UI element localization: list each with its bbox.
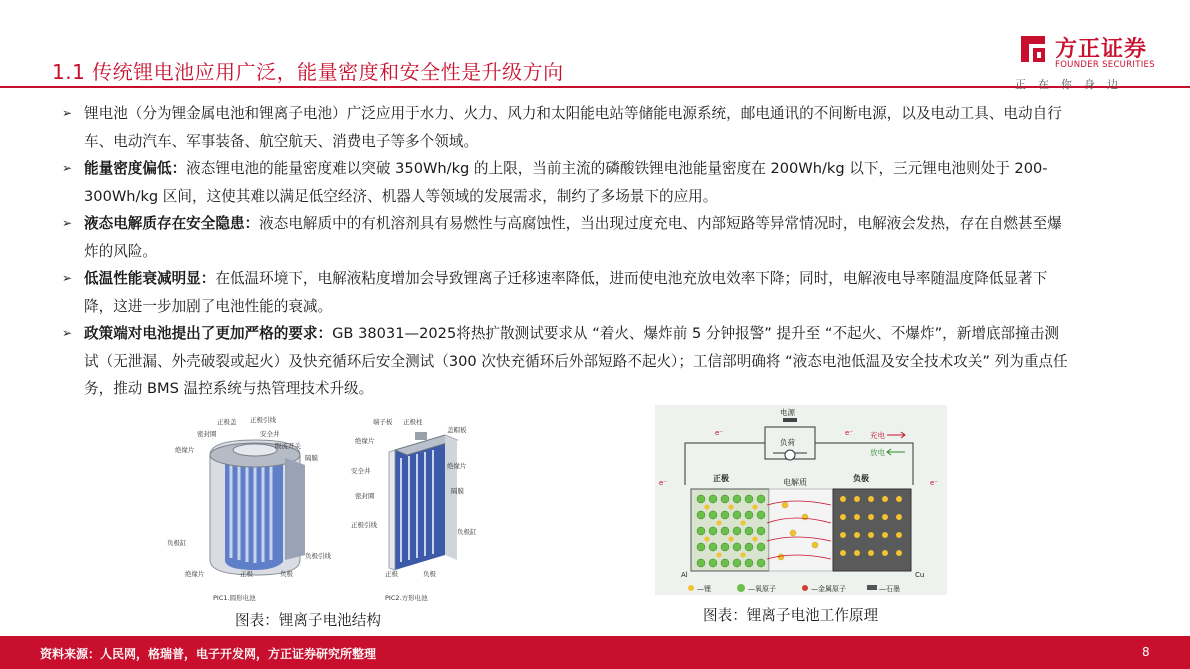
fig1-label: 绝缘片: [185, 570, 205, 578]
fig1-label: 负极缸: [457, 528, 477, 536]
legend-item: —锂: [697, 585, 711, 593]
bullet-arrow-icon: ➢: [62, 271, 73, 285]
fig1-label: 正极引线: [250, 416, 276, 424]
fig1-label: 安全井: [260, 430, 280, 438]
load-bulb-icon: [785, 450, 795, 460]
fig1-label: 正极柱: [403, 418, 423, 426]
fig1-label: 绝缘片: [355, 437, 375, 445]
bullet-arrow-icon: ➢: [62, 106, 73, 120]
founder-logo-icon: [1015, 32, 1049, 66]
legend-item: —氧原子: [748, 585, 776, 593]
logo-name-cn: 方正证券: [1055, 37, 1148, 62]
fig1-label: 正极盖: [217, 418, 237, 426]
power-label: 电源: [780, 408, 795, 417]
electron-label: e⁻: [659, 479, 668, 487]
fig1-label: 绝缘片: [175, 446, 195, 454]
load-label: 负荷: [780, 438, 795, 447]
footer-bar: [0, 636, 1190, 669]
electrolyte-label: 电解质: [783, 478, 807, 487]
cylindrical-battery-illustration: [210, 440, 305, 575]
bullet-item: [62, 155, 1072, 210]
fig1-sublabel: PIC2.方形电池: [385, 594, 428, 602]
figure2-caption: 图表：锂离子电池工作原理: [703, 607, 879, 624]
bullet-text: 在低温环境下，电解液粘度增加会导致锂离子迁移速率降低，进而使电池充放电效率下降；同时，电解液电导率随温度降低显著下降，这进一步加剧了电池性能的衰减。: [84, 270, 1048, 315]
fig1-label: 负极缸: [167, 539, 187, 547]
oxygen-legend-icon: [737, 584, 745, 592]
bullet-text: 液态电解质中的有机溶剂具有易燃性与高腐蚀性，当出现过度充电、内部短路等异常情况时，电解液会发热，存在自燃甚至爆炸的风险。: [84, 215, 1062, 260]
electron-label: e⁻: [715, 429, 724, 437]
bullet-bold: 能量密度偏低：: [84, 160, 187, 177]
figure1-caption: 图表：锂离子电池结构: [235, 612, 381, 629]
fig1-label: 负极: [423, 570, 436, 578]
fig1-sublabel: PIC1.圆形电池: [213, 594, 256, 602]
bullet-arrow-icon: ➢: [62, 161, 73, 175]
metal-legend-icon: [802, 585, 808, 591]
bullet-arrow-icon: ➢: [62, 326, 73, 340]
negative-label: 负极: [853, 474, 869, 483]
bullet-bold: 低温性能衰减明显：: [84, 270, 216, 287]
title-bar: [0, 50, 1010, 88]
legend-item: —金属原子: [811, 585, 846, 593]
bullet-item: [62, 320, 1072, 403]
page-title: 1.1 传统锂电池应用广泛，能量密度和安全性是升级方向: [52, 60, 564, 84]
bullet-item: [62, 210, 1072, 265]
fig1-label: 密封圈: [355, 492, 375, 500]
discharge-label: 放电: [870, 448, 885, 457]
bullet-text: 锂电池（分为锂金属电池和锂离子电池）广泛应用于水力、火力、风力和太阳能电站等储能电源系统，邮电通讯的不间断电源，以及电动工具、电动自行车、电动汽车、军事装备、航空航天、消费电子等多个领域。: [84, 105, 1062, 150]
fig1-label: 正极: [385, 570, 398, 578]
fig1-label: 限流开关: [275, 442, 301, 450]
logo-name-en: FOUNDER SECURITIES: [1055, 60, 1155, 70]
founder-logo: [1005, 30, 1165, 90]
lithium-legend-icon: [688, 585, 694, 591]
battery-structure-figure: [165, 410, 495, 605]
bullet-list: [62, 100, 1072, 403]
charge-label: 充电: [870, 431, 885, 440]
fig1-label: 绝缘片: [447, 462, 467, 470]
fig1-label: 负极: [280, 570, 293, 578]
al-label: Al: [681, 571, 688, 579]
page-number: 8: [1142, 645, 1150, 659]
fig1-label: 安全井: [351, 467, 371, 475]
fig1-label: 盖帽板: [447, 426, 467, 434]
prismatic-battery-illustration: [389, 432, 457, 570]
bullet-item: [62, 265, 1072, 320]
fig1-label: 负极引线: [305, 552, 331, 560]
electron-label: e⁻: [930, 479, 939, 487]
graphite-legend-icon: [867, 585, 877, 590]
bullet-text: GB 38031—2025将热扩散测试要求从 “着火、爆炸前 5 分钟报警” 提升至 “不起火、不爆炸”，新增底部撞击测试（无泄漏、外壳破裂或起火）及快充循环后安全测试（300 次快充循环后外部短路不起火）；工信部明确将 “液态电池低温及安全技术攻关” 列为重点任务，推动 BMS 温控系统与热管理技术升级。: [84, 325, 1068, 397]
bullet-item: [62, 100, 1072, 155]
fig1-label: 正极引线: [351, 521, 377, 529]
bullet-bold: 政策端对电池提出了更加严格的要求：: [84, 325, 333, 342]
battery-principle-figure: [655, 405, 947, 595]
positive-label: 正极: [713, 474, 729, 483]
fig1-label: 正极: [240, 570, 253, 578]
source-note: 资料来源：人民网，格瑞普，电子开发网，方正证券研究所整理: [40, 647, 377, 661]
cu-label: Cu: [915, 571, 925, 579]
fig1-label: 隔膜: [451, 487, 464, 495]
logo-slogan: 正在你身边: [1015, 78, 1130, 91]
electron-label: e⁻: [845, 429, 854, 437]
bullet-arrow-icon: ➢: [62, 216, 73, 230]
fig1-label: 密封圈: [197, 430, 217, 438]
fig1-label: 隔膜: [305, 454, 318, 462]
bullet-text: 液态锂电池的能量密度难以突破 350Wh/kg 的上限，当前主流的磷酸铁锂电池能量密度在 200Wh/kg 以下，三元锂电池则处于 200-300Wh/kg 区间，这使其难以满足低空经济、机器人等领域的发展需求，制约了多场景下的应用。: [84, 160, 1048, 205]
bullet-bold: 液态电解质存在安全隐患：: [84, 215, 260, 232]
fig1-label: 端子板: [373, 418, 393, 426]
legend-item: —石墨: [879, 585, 900, 593]
